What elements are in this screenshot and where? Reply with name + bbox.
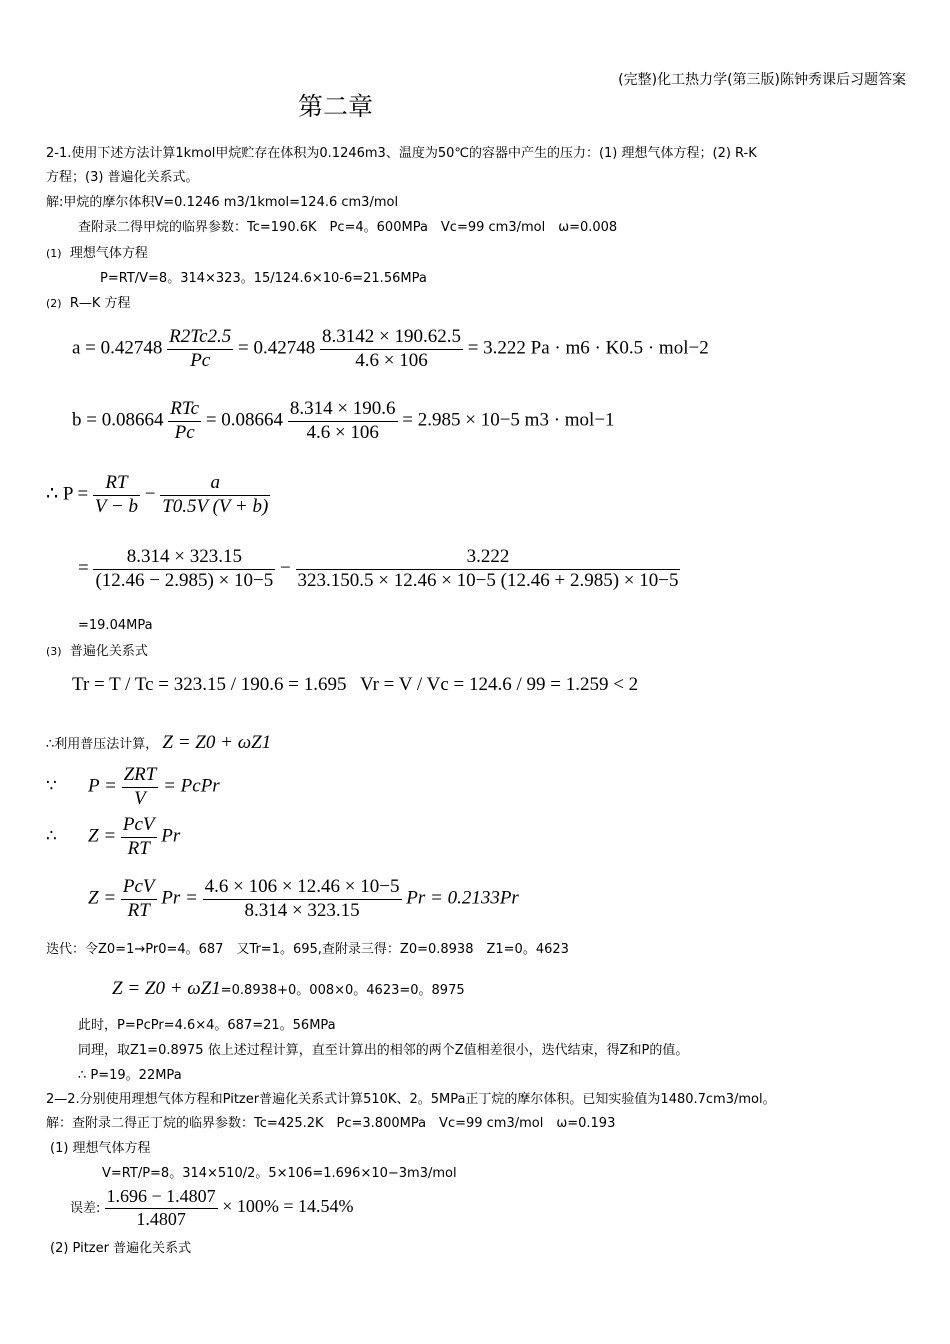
p2-section-1-title: (1) 理想气体方程 xyxy=(50,1141,151,1156)
eq-z3-lhs: Z = xyxy=(88,887,117,909)
eq-p2-den-2: 323.150.5 × 12.46 × 10−5 (12.46 + 2.985) × 10−5 xyxy=(297,569,679,591)
critical-parameters-methane: 查附录二得甲烷的临界参数：Tc=190.6K Pc=4。600MPa Vc=99 cm3/mol ω=0.008 xyxy=(78,220,618,235)
solution-molar-volume: 解:甲烷的摩尔体积V=0.1246 m3/1kmol=124.6 cm3/mol xyxy=(46,195,399,210)
error-numerator: 1.696 − 1.4807 xyxy=(105,1186,218,1209)
eq-b-num-1: RTc xyxy=(168,398,201,422)
section-3-label xyxy=(46,644,148,660)
eq-because-den: V xyxy=(134,787,146,809)
eq-p-num-2: a xyxy=(160,472,270,496)
eq-p2-equals: = xyxy=(78,557,89,579)
chapter-title: 第二章 xyxy=(298,92,374,121)
therefore-symbol: ∴ xyxy=(46,826,57,846)
ideal-gas-calculation: P=RT/V=8。314×323。15/124.6×10-6=21.56MPa xyxy=(100,271,427,286)
eq-a-rhs: = 3.222 Pa · m6 · K0.5 · mol−2 xyxy=(467,337,709,359)
equation-z-numeric xyxy=(88,876,519,923)
eq-a-fraction-2 xyxy=(320,326,463,373)
error-calculation xyxy=(70,1186,353,1230)
eq-p2-den-1: (12.46 − 2.985) × 10−5 xyxy=(95,569,274,591)
z-correlation: Z = Z0 + ωZ1 xyxy=(162,732,272,753)
eq-a-fraction-1 xyxy=(167,326,233,373)
eq-z3-den-2: 8.314 × 323.15 xyxy=(244,899,360,921)
section-2-number: (2) xyxy=(46,297,62,310)
p2-section-2-title: (2) Pitzer 普遍化关系式 xyxy=(50,1241,192,1256)
eq-b-den-1: Pc xyxy=(174,421,195,443)
eq-b-fraction-1 xyxy=(168,398,201,445)
eq-because-num: ZRT xyxy=(122,764,159,788)
section-3-number: (3) xyxy=(46,645,62,658)
section-3-title: 普遍化关系式 xyxy=(69,644,148,659)
eq-z3-mid: Pr = xyxy=(161,887,198,909)
eq-a-lhs: a = 0.42748 xyxy=(72,337,163,359)
eq-a-num-1: R2Tc2.5 xyxy=(167,326,233,350)
rk-result: =19.04MPa xyxy=(78,618,153,633)
eq-b-den-2: 4.6 × 106 xyxy=(306,421,379,443)
iteration-description: 同理，取Z1=0.8975 依上述过程计算，直至计算出的相邻的两个Z值相差很小，迭代结束，得Z和P的值。 xyxy=(78,1043,689,1058)
pressure-method-line xyxy=(46,732,271,755)
eq-b-rhs: = 2.985 × 10−5 m3 · mol−1 xyxy=(402,409,615,431)
equation-therefore xyxy=(88,814,180,861)
eq-p2-num-1: 8.314 × 323.15 xyxy=(93,546,275,570)
z-calc-formula: Z = Z0 + ωZ1 xyxy=(112,978,221,999)
eq-b-lhs: b = 0.08664 xyxy=(72,409,164,431)
eq-therefore-fraction xyxy=(121,814,157,861)
section-1-label xyxy=(46,246,148,262)
error-denominator: 1.4807 xyxy=(136,1208,186,1229)
eq-because-fraction xyxy=(122,764,159,811)
eq-p-den-2: T0.5V (V + b) xyxy=(162,495,269,517)
iteration-start: 迭代：令Z0=1→Pr0=4。687 又Tr=1。695,查附录三得：Z0=0.8938 Z1=0。4623 xyxy=(46,942,569,957)
section-2-label xyxy=(46,296,131,312)
eq-p-fraction-1 xyxy=(93,472,140,519)
eq-z3-fraction-1 xyxy=(121,876,157,923)
eq-a-num-2: 8.3142 × 190.62.5 xyxy=(320,326,463,350)
error-label: 误差: xyxy=(70,1200,101,1216)
eq-p-lhs: ∴ P = xyxy=(46,483,89,505)
eq-therefore-lhs: Z = xyxy=(88,825,117,847)
eq-b-num-2: 8.314 × 190.6 xyxy=(288,398,398,422)
critical-parameters-butane: 解：查附录二得正丁烷的临界参数：Tc=425.2K Pc=3.800MPa Vc=99 cm3/mol ω=0.193 xyxy=(46,1116,616,1131)
because-symbol: ∵ xyxy=(46,776,57,796)
eq-because-rhs: = PcPr xyxy=(163,775,220,797)
section-1-number: (1) xyxy=(46,247,62,260)
eq-therefore-rhs: Pr xyxy=(161,825,181,847)
eq-p2-fraction-1 xyxy=(93,546,275,593)
eq-a-mid: = 0.42748 xyxy=(238,337,316,359)
eq-b-mid: = 0.08664 xyxy=(205,409,284,431)
final-pressure: ∴ P=19。22MPa xyxy=(78,1068,182,1083)
z-calc-value: =0.8938+0。008×0。4623=0。8975 xyxy=(220,983,465,998)
eq-because-lhs: P = xyxy=(88,775,117,797)
eq-p2-num-2: 3.222 xyxy=(296,546,681,570)
eq-p-den-1: V − b xyxy=(94,495,139,517)
pressure-at-this-step: 此时，P=PcPr=4.6×4。687=21。56MPa xyxy=(78,1018,336,1033)
pressure-method-text: ∴利用普压法计算， xyxy=(46,737,159,752)
eq-p-fraction-2 xyxy=(160,472,270,519)
z-calculation xyxy=(112,978,465,1001)
eq-p2-fraction-2 xyxy=(296,546,681,593)
equation-rk-pressure xyxy=(46,472,270,519)
eq-b-fraction-2 xyxy=(288,398,398,445)
equation-because xyxy=(88,764,220,811)
p2-ideal-gas-calculation: V=RT/P=8。314×510/2。5×106=1.696×10−3m3/mol xyxy=(102,1166,457,1181)
reduced-volume: Vr = V / Vc = 124.6 / 99 = 1.259 < 2 xyxy=(360,674,639,695)
eq-z3-num-1: PcV xyxy=(121,876,157,900)
eq-therefore-num: PcV xyxy=(121,814,157,838)
eq-z3-den-1: RT xyxy=(127,899,150,921)
eq-p-minus: − xyxy=(144,483,156,505)
eq-p-num-1: RT xyxy=(93,472,140,496)
equation-b xyxy=(72,398,615,445)
eq-therefore-den: RT xyxy=(127,837,150,859)
eq-z3-fraction-2 xyxy=(203,876,402,923)
section-1-title: 理想气体方程 xyxy=(69,246,148,261)
eq-p2-minus: − xyxy=(280,557,291,579)
eq-z3-rhs: Pr = 0.2133Pr xyxy=(406,887,519,909)
page-header: (完整)化工热力学(第三版)陈钟秀课后习题答案 xyxy=(618,72,906,88)
problem-2-1-statement: 2-1.使用下述方法计算1kmol甲烷贮存在体积为0.1246m3、温度为50℃的容器中产生的压力：(1) 理想气体方程；(2) R-K xyxy=(46,146,757,161)
eq-a-den-2: 4.6 × 106 xyxy=(355,349,428,371)
eq-a-den-1: Pc xyxy=(190,349,211,371)
problem-2-1-statement-cont: 方程；(3) 普遍化关系式。 xyxy=(46,170,199,185)
equation-rk-numeric xyxy=(78,546,680,593)
error-fraction xyxy=(105,1186,218,1230)
error-result: × 100% = 14.54% xyxy=(222,1196,354,1217)
reduced-temperature: Tr = T / Tc = 323.15 / 190.6 = 1.695 xyxy=(72,674,347,695)
equation-a xyxy=(72,326,709,373)
problem-2-2-statement: 2—2.分别使用理想气体方程和Pitzer普遍化关系式计算510K、2。5MPa正丁烷的摩尔体积。已知实验值为1480.7cm3/mol。 xyxy=(46,1092,776,1107)
section-2-title: R—K 方程 xyxy=(69,296,131,311)
eq-z3-num-2: 4.6 × 106 × 12.46 × 10−5 xyxy=(203,876,402,900)
